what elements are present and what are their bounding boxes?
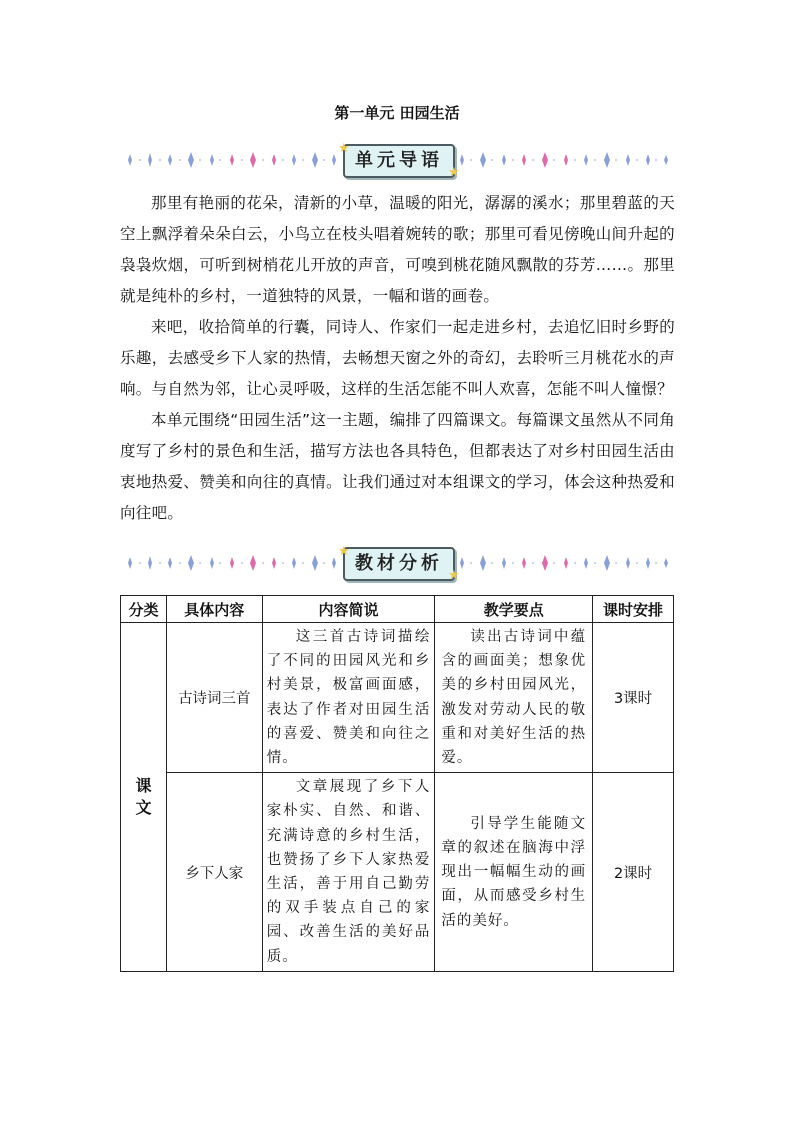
table-header-row	[121, 596, 674, 623]
summary-cell: 这三首古诗词描绘了不同的田园风光和乡村美景，极富画面感，表达了作者对田园生活的喜爱、赞美和向往之情。	[262, 623, 435, 773]
column-header: 课时安排	[593, 596, 674, 623]
star-icon: ★	[338, 141, 350, 156]
star-icon: ★	[338, 544, 350, 559]
table-row	[121, 623, 674, 773]
star-icon: ★	[448, 165, 460, 180]
section-title-intro: 单元导语	[343, 144, 455, 178]
column-header: 分类	[121, 596, 167, 623]
section-banner-analysis	[120, 543, 675, 583]
section-banner-intro	[120, 140, 675, 180]
star-icon: ★	[448, 568, 460, 583]
column-header: 具体内容	[166, 596, 262, 623]
summary-cell: 文章展现了乡下人家朴实、自然、和谐、充满诗意的乡村生活，也赞扬了乡下人家热爱生活，善于用自己勤劳的双手装点自己的家园、改善生活的美好品质。	[262, 773, 435, 972]
category-cell	[121, 623, 167, 972]
key-points-cell: 引导学生能随文章的叙述在脑海中浮现出一幅幅生动的画面，从而感受乡村生活的美好。	[435, 773, 593, 972]
intro-paragraph-2: 来吧，收拾简单的行囊，同诗人、作家们一起走进乡村，去追忆旧时乡野的乐趣，去感受乡下人家的热情，去畅想天窗之外的奇幻，去聆听三月桃花水的声响。与自然为邻，让心灵呼吸，这样的生活怎能不叫人欢喜，怎能不叫人憧憬？	[120, 318, 675, 398]
column-header: 教学要点	[435, 596, 593, 623]
intro-paragraph-1: 那里有艳丽的花朵，清新的小草，温暖的阳光，潺潺的溪水；那里碧蓝的天空上飘浮着朵朵白云，小鸟立在枝头唱着婉转的歌；那里可看见傍晚山间升起的袅袅炊烟，可听到树梢花儿开放的声音，可嗅到桃花随风飘散的芬芳……。那里就是纯朴的乡村，一道独特的风景，一幅和谐的画卷。	[120, 194, 675, 305]
table-row	[121, 773, 674, 972]
category-label: 课文	[135, 776, 152, 818]
hours-cell: 2课时	[593, 773, 674, 972]
page-title: 第一单元 田园生活	[334, 104, 460, 122]
hours-cell: 3课时	[593, 623, 674, 773]
intro-paragraph-3: 本单元围绕“田园生活”这一主题，编排了四篇课文。每篇课文虽然从不同角度写了乡村的景色和生活，描写方法也各具特色，但都表达了对乡村田园生活由衷地热爱、赞美和向往的真情。让我们通过对本组课文的学习，体会这种热爱和向往吧。	[120, 411, 675, 522]
column-header: 内容简说	[262, 596, 435, 623]
analysis-table	[120, 595, 674, 972]
key-points-cell: 读出古诗词中蕴含的画面美；想象优美的乡村田园风光，激发对劳动人民的敬重和对美好生活的热爱。	[435, 623, 593, 773]
content-cell: 乡下人家	[166, 773, 262, 972]
content-cell: 古诗词三首	[166, 623, 262, 773]
section-title-analysis: 教材分析	[343, 547, 455, 581]
